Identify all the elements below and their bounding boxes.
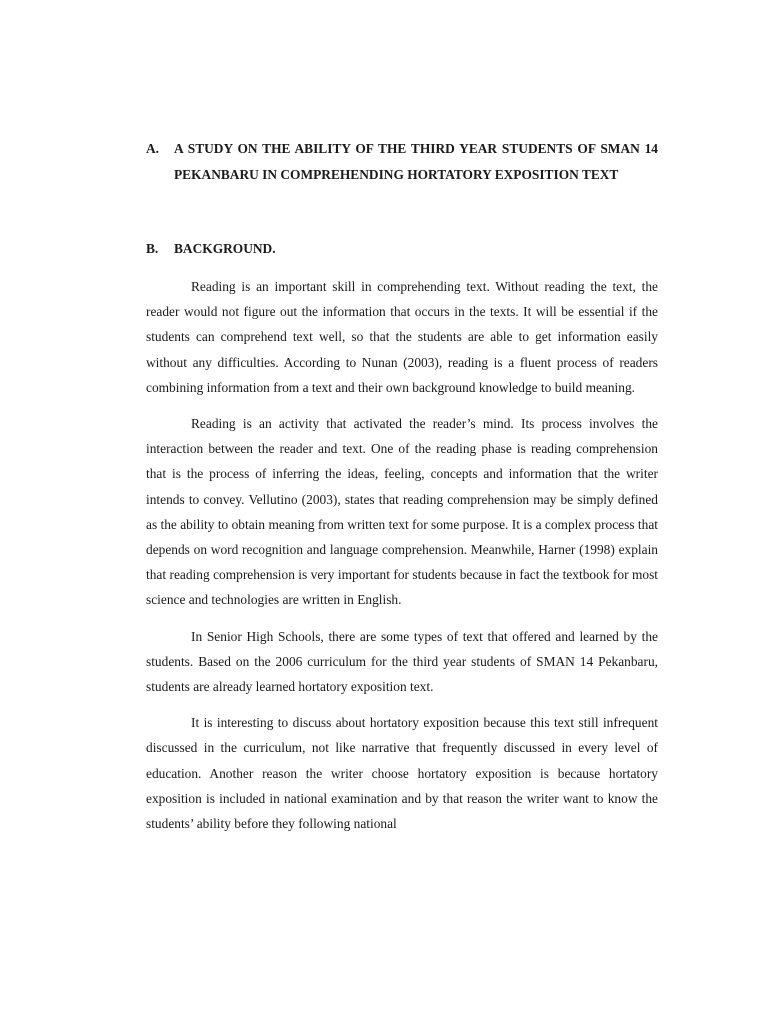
section-a-title: A STUDY ON THE ABILITY OF THE THIRD YEAR STUDENTS OF SMAN 14 PEKANBARU IN COMPREHENDING HORTATORY EXPOSITION TEXT xyxy=(174,141,658,182)
section-b-title: BACKGROUND. xyxy=(174,241,276,256)
paragraph-2: Reading is an activity that activated the reader’s mind. Its process involves the interaction between the reader and text. One of the reading phase is reading comprehension that is the process of inferring the ideas, feeling, concepts and information that the writer intends to convey. Vellutino (2003), states that reading comprehension may be simply defined as the ability to obtain meaning from written text for some purpose. It is a complex process that depends on word recognition and language comprehension. Meanwhile, Harner (1998) explain that reading comprehension is very important for students because in fact the textbook for most science and technologies are written in English. xyxy=(146,416,658,608)
paragraph-3: In Senior High Schools, there are some types of text that offered and learned by the students. Based on the 2006 curriculum for the third year students of SMAN 14 Pekanbaru, students are already learned hortatory exposition text. xyxy=(146,628,658,695)
section-b-marker: B. xyxy=(146,241,159,256)
section-a-marker: A. xyxy=(146,141,160,156)
paragraph-4: It is interesting to discuss about hortatory exposition because this text still infrequent discussed in the curriculum, not like narrative that frequently discussed in every level of education. Another reason the writer choose hortatory exposition is because hortatory exposition is included in national examination and by that reason the writer want to know the students’ ability before they following national xyxy=(146,715,658,832)
section-a-heading xyxy=(146,136,658,188)
document-page xyxy=(146,136,658,847)
section-b-heading xyxy=(146,236,658,262)
paragraph-1: Reading is an important skill in comprehending text. Without reading the text, the reader would not figure out the information that occurs in the texts. It will be essential if the students can comprehend text well, so that the students are able to get information easily without any difficulties. According to Nunan (2003), reading is a fluent process of readers combining information from a text and their own background knowledge to build meaning. xyxy=(146,279,658,395)
